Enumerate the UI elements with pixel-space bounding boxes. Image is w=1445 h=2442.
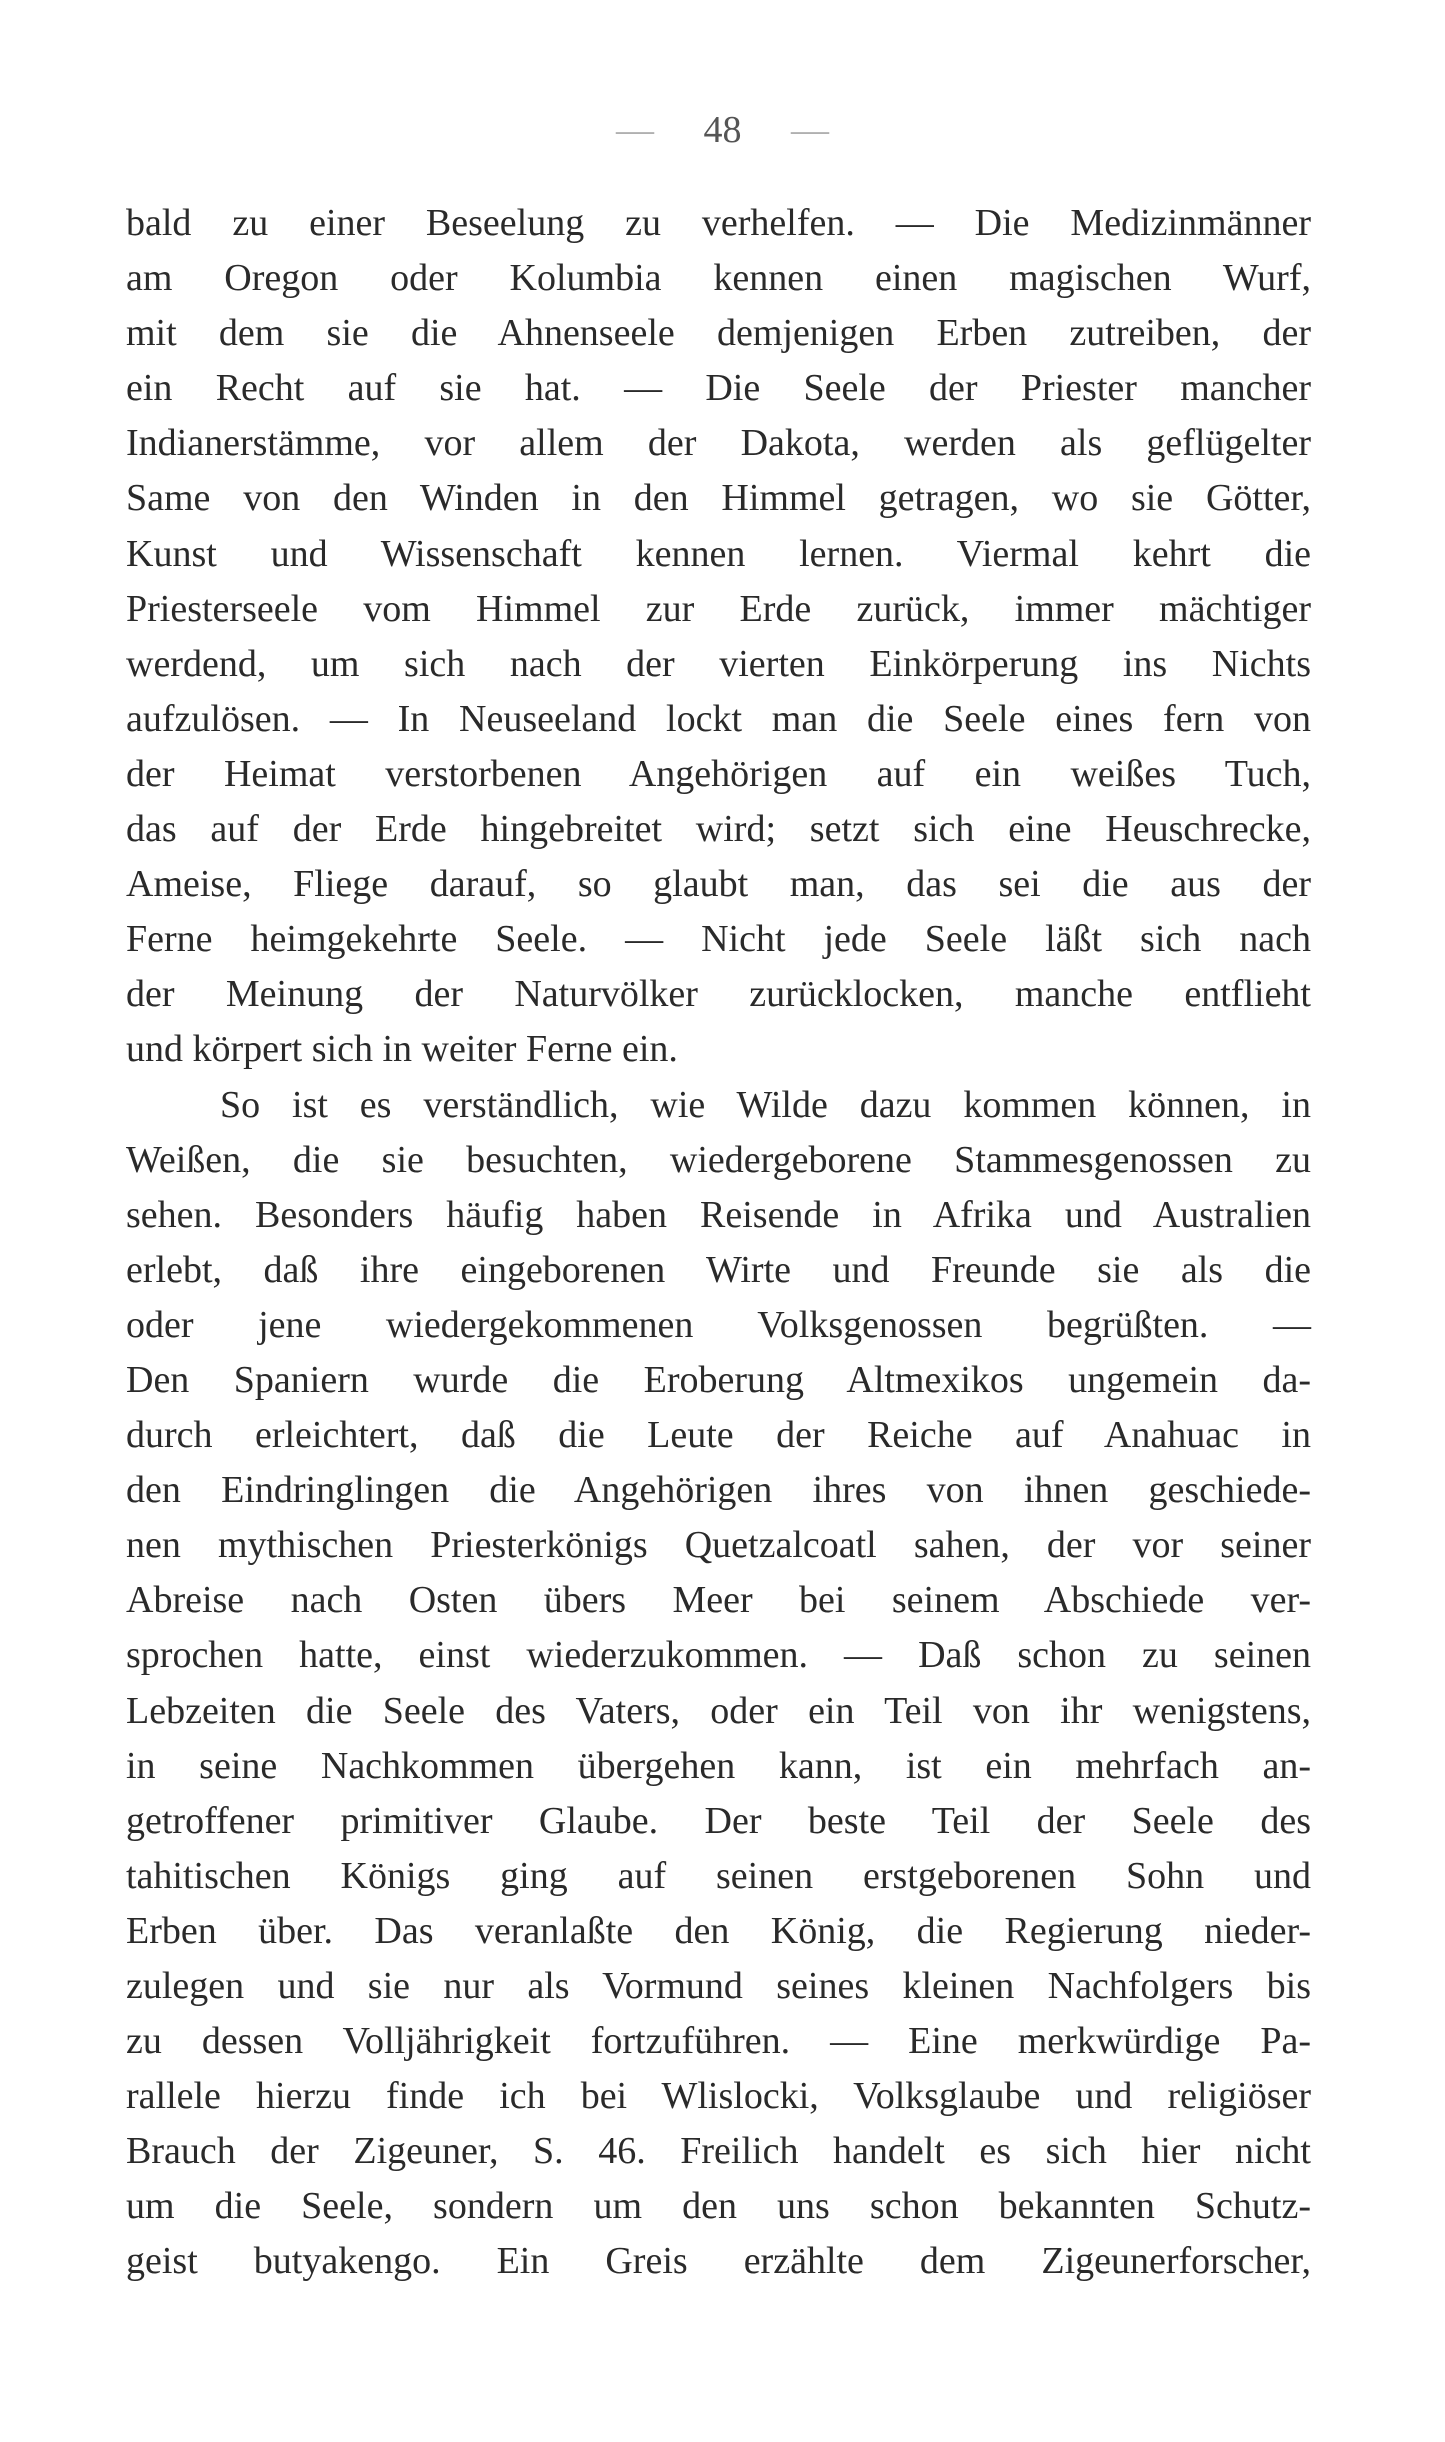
text-line: nen mythischen Priesterkönigs Quetzalcoatl sahen, der vor seiner xyxy=(126,1524,1311,1567)
text-line: den Eindringlingen die Angehörigen ihres von ihnen geschiede- xyxy=(126,1469,1311,1512)
text-line: in seine Nachkommen übergehen kann, ist ein mehrfach an- xyxy=(126,1744,1311,1787)
text-line: ein Recht auf sie hat. — Die Seele der Priester mancher xyxy=(126,367,1311,410)
text-line: der Heimat verstorbenen Angehörigen auf ein weißes Tuch, xyxy=(126,752,1311,795)
text-line: der Meinung der Naturvölker zurücklocken, manche entflieht xyxy=(126,973,1311,1016)
text-line: sprochen hatte, einst wiederzukommen. — Daß schon zu seinen xyxy=(126,1634,1311,1677)
text-line: Priesterseele vom Himmel zur Erde zurück, immer mächtiger xyxy=(126,587,1311,630)
text-line: bald zu einer Beseelung zu verhelfen. — Die Medizinmänner xyxy=(126,202,1311,244)
text-line: Ameise, Fliege darauf, so glaubt man, das sei die aus der xyxy=(126,863,1311,906)
text-line: Weißen, die sie besuchten, wiedergeborene Stammesgenossen zu xyxy=(126,1138,1311,1181)
text-line: getroffener primitiver Glaube. Der beste Teil der Seele des xyxy=(126,1799,1311,1842)
text-line: oder jene wiedergekommenen Volksgenossen begrüßten. — xyxy=(126,1303,1311,1346)
text-line: erlebt, daß ihre eingeborenen Wirte und Freunde sie als die xyxy=(126,1248,1311,1291)
paragraph-start-line: So ist es verständlich, wie Wilde dazu kommen können, in xyxy=(220,1083,1311,1126)
header-dash-left: — xyxy=(616,109,654,151)
text-line: Abreise nach Osten übers Meer bei seinem Abschiede ver- xyxy=(126,1579,1311,1622)
header-dash-right: — xyxy=(791,109,829,151)
page-header xyxy=(0,106,1445,154)
page-number: 48 xyxy=(703,109,742,151)
text-line: sehen. Besonders häufig haben Reisende in Afrika und Australien xyxy=(126,1193,1311,1236)
text-line: mit dem sie die Ahnenseele demjenigen Erben zutreiben, der xyxy=(126,312,1311,355)
text-line: um die Seele, sondern um den uns schon bekannten Schutz- xyxy=(126,2185,1311,2228)
text-line: zulegen und sie nur als Vormund seines kleinen Nachfolgers bis xyxy=(126,1965,1311,2007)
paragraph-end-line: und körpert sich in weiter Ferne ein. xyxy=(126,1028,678,1071)
text-line: Den Spaniern wurde die Eroberung Altmexikos ungemein da- xyxy=(126,1358,1311,1401)
text-line: Same von den Winden in den Himmel getragen, wo sie Götter, xyxy=(126,477,1311,520)
text-line: am Oregon oder Kolumbia kennen einen magischen Wurf, xyxy=(126,257,1311,300)
body-text xyxy=(126,196,1311,2290)
text-line: zu dessen Volljährigkeit fortzuführen. — Eine merkwürdige Pa- xyxy=(126,2020,1311,2063)
text-line: durch erleichtert, daß die Leute der Reiche auf Anahuac in xyxy=(126,1414,1311,1457)
text-line: geist butyakengo. Ein Greis erzählte dem Zigeunerforscher, xyxy=(126,2240,1311,2283)
text-line: tahitischen Königs ging auf seinen erstgeborenen Sohn und xyxy=(126,1854,1311,1897)
text-line: aufzulösen. — In Neuseeland lockt man die Seele eines fern von xyxy=(126,697,1311,740)
text-line: das auf der Erde hingebreitet wird; setzt sich eine Heuschrecke, xyxy=(126,808,1311,851)
text-line: Lebzeiten die Seele des Vaters, oder ein Teil von ihr wenigstens, xyxy=(126,1689,1311,1732)
text-line: Indianerstämme, vor allem der Dakota, werden als geflügelter xyxy=(126,422,1311,465)
text-line: Erben über. Das veranlaßte den König, die Regierung nieder- xyxy=(126,1909,1311,1952)
text-line: Kunst und Wissenschaft kennen lernen. Viermal kehrt die xyxy=(126,532,1311,575)
text-line: Brauch der Zigeuner, S. 46. Freilich handelt es sich hier nicht xyxy=(126,2130,1311,2173)
text-line: rallele hierzu finde ich bei Wlislocki, Volksglaube und religiöser xyxy=(126,2075,1311,2118)
text-line: werdend, um sich nach der vierten Einkörperung ins Nichts xyxy=(126,642,1311,685)
text-line: Ferne heimgekehrte Seele. — Nicht jede Seele läßt sich nach xyxy=(126,918,1311,961)
